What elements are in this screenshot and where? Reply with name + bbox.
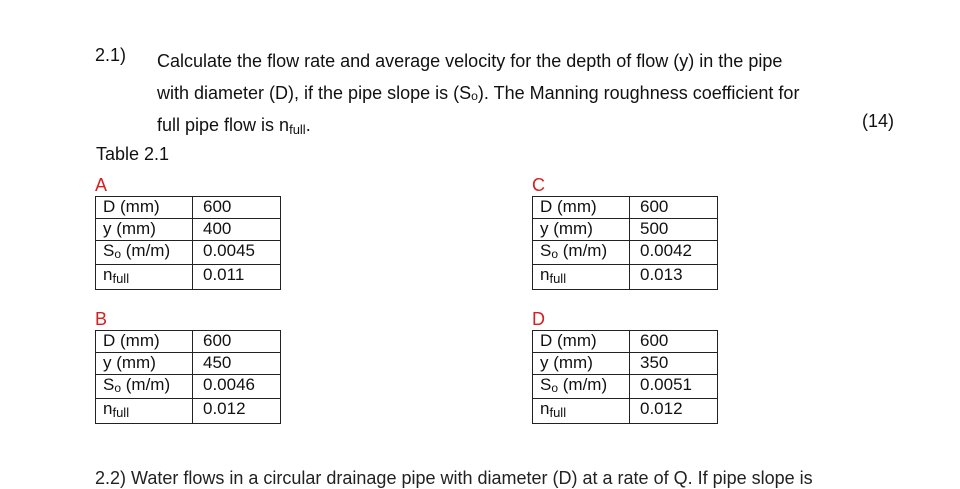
- value-slope: 0.0051: [630, 375, 718, 399]
- label-diameter: D (mm): [96, 197, 193, 219]
- value-diameter: 600: [193, 331, 281, 353]
- marks-allocation: (14): [862, 111, 895, 131]
- table-row: [533, 399, 718, 424]
- table-b-letter: B: [95, 309, 108, 329]
- label-n-full: nfull: [533, 399, 630, 424]
- table-row: [533, 241, 718, 265]
- table-row: [96, 265, 281, 290]
- label-n-full: nfull: [96, 265, 193, 290]
- table-c-letter: C: [532, 175, 545, 195]
- label-n-full: nfull: [96, 399, 193, 424]
- label-depth: y (mm): [533, 353, 630, 375]
- label-diameter: D (mm): [533, 331, 630, 353]
- value-slope: 0.0046: [193, 375, 281, 399]
- table-row: [96, 241, 281, 265]
- label-slope: $S_o$ (m/m): [533, 241, 630, 265]
- table-row: [96, 197, 281, 219]
- table-row: [533, 265, 718, 290]
- question-line-3-text: full pipe flow is n: [157, 115, 290, 135]
- table-row: [96, 219, 281, 241]
- question-text: [157, 45, 847, 141]
- label-slope: $S_o$ (m/m): [96, 375, 193, 399]
- value-slope: 0.0042: [630, 241, 718, 265]
- value-depth: 500: [630, 219, 718, 241]
- value-slope: 0.0045: [193, 241, 281, 265]
- table-row: [533, 375, 718, 399]
- table-row: [533, 331, 718, 353]
- table-row: [533, 219, 718, 241]
- value-diameter: 600: [193, 197, 281, 219]
- table-row: [533, 353, 718, 375]
- next-question-cutoff: 2.2) Water flows in a circular drainage pipe with diameter (D) at a rate of Q. If pipe slope is: [95, 468, 813, 488]
- question-line-1: Calculate the flow rate and average velocity for the depth of flow (y) in the pipe: [157, 51, 783, 71]
- table-d-letter: D: [532, 309, 545, 329]
- label-n-full: nfull: [533, 265, 630, 290]
- value-diameter: 600: [630, 331, 718, 353]
- table-row: [96, 375, 281, 399]
- question-number: 2.1): [95, 45, 127, 65]
- table-b: [95, 330, 281, 424]
- table-row: [96, 331, 281, 353]
- value-depth: 350: [630, 353, 718, 375]
- table-d: [532, 330, 718, 424]
- value-depth: 400: [193, 219, 281, 241]
- label-slope: $S_o$ (m/m): [96, 241, 193, 265]
- question-line-3: [157, 109, 847, 141]
- question-line-2: with diameter (D), if the pipe slope is (Sₒ). The Manning roughness coefficient for: [157, 83, 800, 103]
- label-diameter: D (mm): [533, 197, 630, 219]
- label-depth: y (mm): [96, 353, 193, 375]
- label-slope: $S_o$ (m/m): [533, 375, 630, 399]
- n-full-subscript: full: [289, 122, 306, 137]
- table-c: [532, 196, 718, 290]
- value-n-full: 0.013: [630, 265, 718, 290]
- table-caption: Table 2.1: [96, 144, 170, 164]
- value-depth: 450: [193, 353, 281, 375]
- table-row: [96, 399, 281, 424]
- value-n-full: 0.011: [193, 265, 281, 290]
- label-depth: y (mm): [96, 219, 193, 241]
- table-row: [533, 197, 718, 219]
- question-end: .: [305, 115, 311, 135]
- table-a: [95, 196, 281, 290]
- value-n-full: 0.012: [630, 399, 718, 424]
- value-n-full: 0.012: [193, 399, 281, 424]
- table-row: [96, 353, 281, 375]
- table-a-letter: A: [95, 175, 108, 195]
- value-diameter: 600: [630, 197, 718, 219]
- label-depth: y (mm): [533, 219, 630, 241]
- label-diameter: D (mm): [96, 331, 193, 353]
